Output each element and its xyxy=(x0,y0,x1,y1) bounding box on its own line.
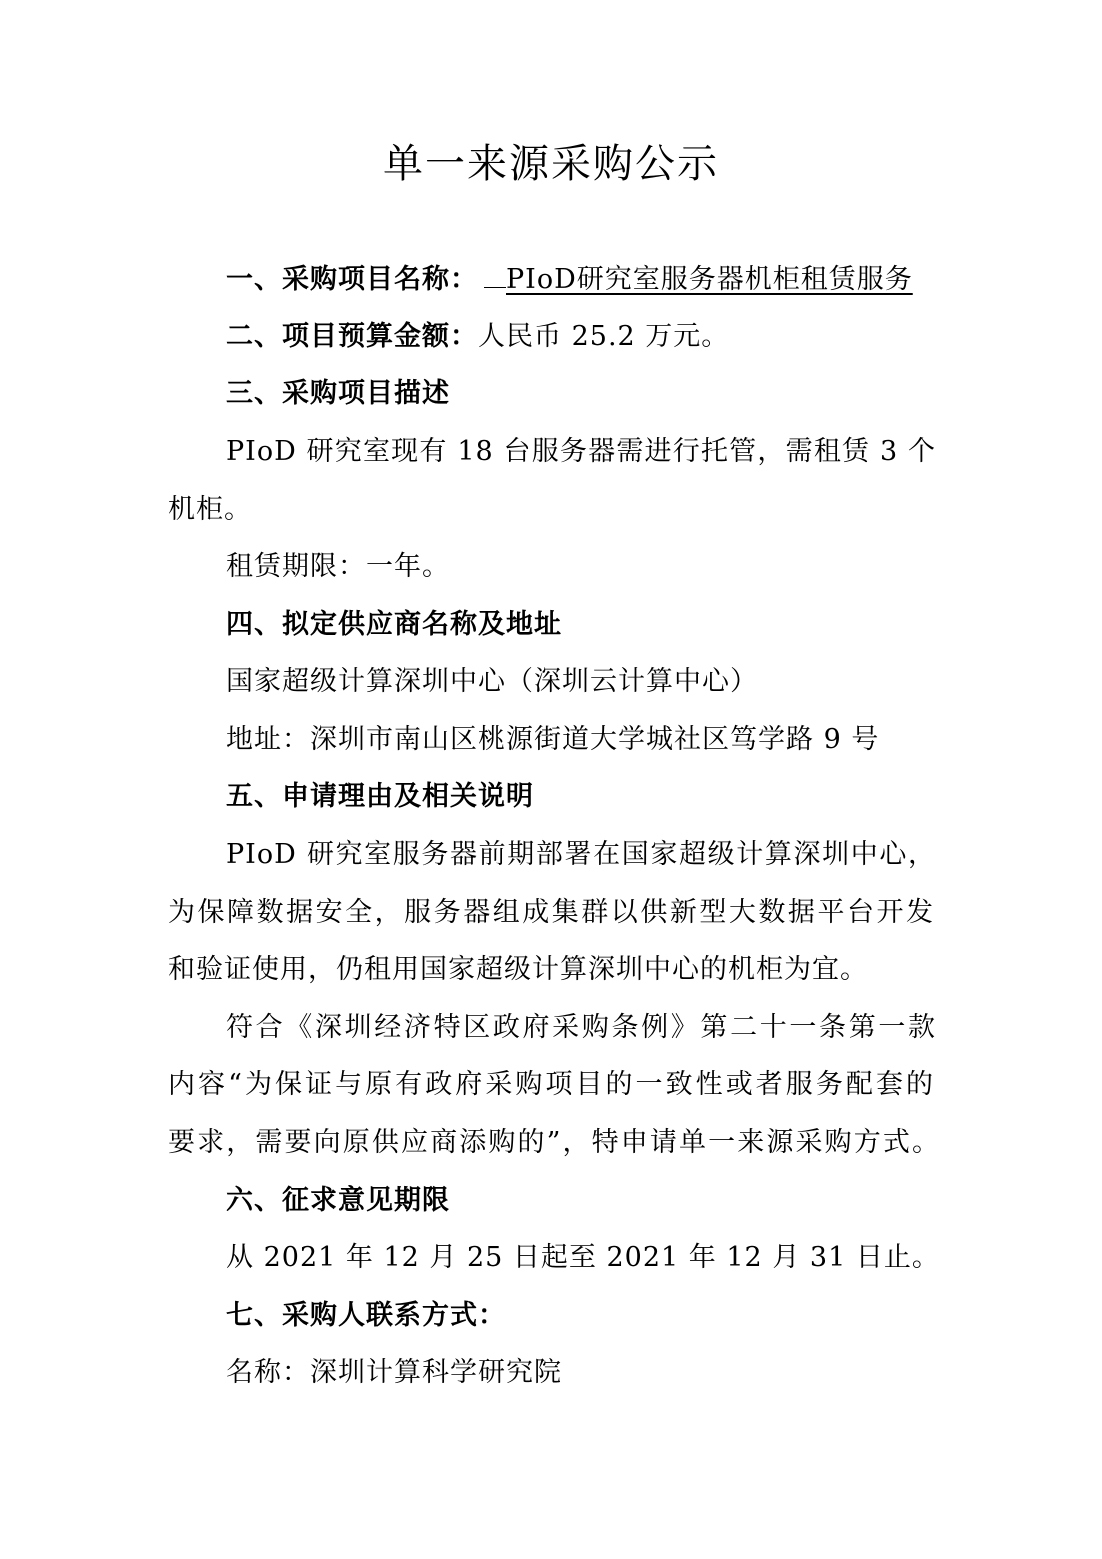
budget-amount: 人民币 25.2 万元。 xyxy=(478,321,730,352)
section-5-para-1-line-3: 和验证使用，仍租用国家超级计算深圳中心的机柜为宜。 xyxy=(168,954,868,985)
section-7-heading: 七、采购人联系方式： xyxy=(226,1300,506,1331)
section-3-para-1-line-2: 机柜。 xyxy=(168,494,252,525)
section-5-para-2-line-2: 内容“为保证与原有政府采购项目的一致性或者服务配套的 xyxy=(168,1069,934,1100)
supplier-name: 国家超级计算深圳中心（深圳云计算中心） xyxy=(226,666,758,697)
section-6-heading: 六、征求意见期限 xyxy=(226,1185,450,1216)
comment-period: 从 2021 年 12 月 25 日起至 2021 年 12 月 31 日止。 xyxy=(226,1242,940,1273)
section-5-para-1-line-2: 为保障数据安全，服务器组成集群以供新型大数据平台开发 xyxy=(168,897,934,928)
section-3-para-1-line-1: PIoD 研究室现有 18 台服务器需进行托管，需租赁 3 个 xyxy=(226,436,936,467)
section-5-para-2-line-1: 符合《深圳经济特区政府采购条例》第二十一条第一款 xyxy=(226,1012,936,1043)
underline-gap xyxy=(484,259,506,288)
section-2-heading: 二、项目预算金额： xyxy=(226,321,478,352)
section-5-para-2-line-3: 要求，需要向原供应商添购的”，特申请单一来源采购方式。 xyxy=(168,1127,940,1158)
supplier-address: 地址：深圳市南山区桃源街道大学城社区笃学路 9 号 xyxy=(226,724,880,755)
lease-term: 租赁期限：一年。 xyxy=(226,551,450,582)
section-2 xyxy=(226,317,1006,357)
section-4-heading: 四、拟定供应商名称及地址 xyxy=(226,609,562,640)
section-3-heading: 三、采购项目描述 xyxy=(226,378,450,409)
section-1 xyxy=(226,259,1006,300)
section-1-heading: 一、采购项目名称： xyxy=(226,264,478,295)
page-title: 单一来源采购公示 xyxy=(383,141,719,187)
purchaser-name: 名称：深圳计算科学研究院 xyxy=(226,1357,562,1388)
section-5-heading: 五、申请理由及相关说明 xyxy=(226,781,534,812)
project-name: PIoD研究室服务器机柜租赁服务 xyxy=(506,264,913,295)
section-5-para-1-line-1: PIoD 研究室服务器前期部署在国家超级计算深圳中心， xyxy=(226,839,936,870)
